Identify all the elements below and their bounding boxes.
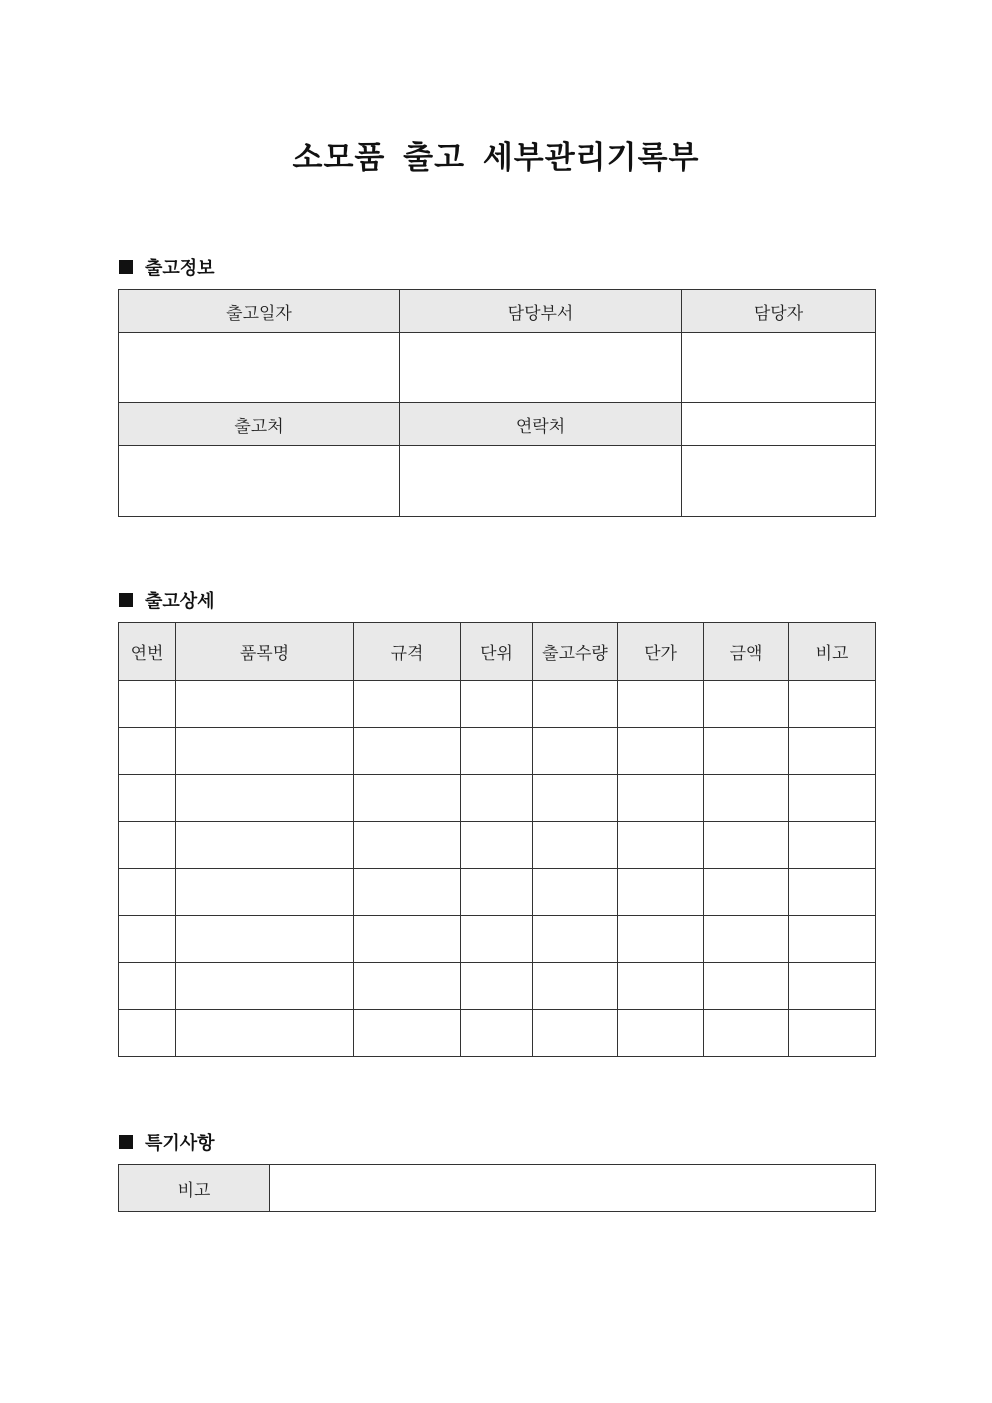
header-cell: 연번 xyxy=(119,623,176,681)
table-cell[interactable] xyxy=(704,822,789,869)
section-label: 출고정보 xyxy=(145,258,215,279)
destination-cell[interactable] xyxy=(119,446,400,517)
table-cell[interactable] xyxy=(354,1010,461,1057)
table-cell[interactable] xyxy=(533,822,618,869)
table-cell[interactable] xyxy=(533,963,618,1010)
table-cell[interactable] xyxy=(176,916,354,963)
table-cell[interactable] xyxy=(618,963,704,1010)
table-cell[interactable] xyxy=(704,869,789,916)
table-cell[interactable] xyxy=(704,916,789,963)
square-bullet-icon xyxy=(119,593,133,607)
table-row xyxy=(119,963,876,1010)
table-cell[interactable] xyxy=(533,1010,618,1057)
section-heading-notes xyxy=(119,1129,215,1155)
table-cell[interactable] xyxy=(354,916,461,963)
table-cell[interactable] xyxy=(119,869,176,916)
square-bullet-icon xyxy=(119,260,133,274)
page-title: 소모품 출고 세부관리기록부 xyxy=(292,140,700,176)
table-cell[interactable] xyxy=(789,728,876,775)
info-table xyxy=(118,289,876,517)
table-cell[interactable] xyxy=(789,963,876,1010)
table-row xyxy=(119,869,876,916)
header-cell: 단위 xyxy=(461,623,533,681)
table-cell[interactable] xyxy=(176,822,354,869)
detail-table xyxy=(118,622,876,1057)
table-cell[interactable] xyxy=(618,728,704,775)
header-cell: 연락처 xyxy=(400,403,682,446)
section-label: 특기사항 xyxy=(145,1133,215,1154)
section-label: 출고상세 xyxy=(145,591,215,612)
table-cell[interactable] xyxy=(461,822,533,869)
table-cell[interactable] xyxy=(119,963,176,1010)
table-cell[interactable] xyxy=(789,775,876,822)
table-cell[interactable] xyxy=(789,869,876,916)
manager-cell[interactable] xyxy=(682,333,876,403)
table-cell[interactable] xyxy=(119,916,176,963)
table-cell[interactable] xyxy=(704,775,789,822)
table-cell[interactable] xyxy=(461,916,533,963)
table-cell[interactable] xyxy=(704,681,789,728)
table-header-row xyxy=(119,403,876,446)
header-cell: 출고일자 xyxy=(119,290,400,333)
table-cell[interactable] xyxy=(354,869,461,916)
table-cell[interactable] xyxy=(618,681,704,728)
table-cell[interactable] xyxy=(704,1010,789,1057)
table-cell[interactable] xyxy=(618,869,704,916)
header-cell: 출고수량 xyxy=(533,623,618,681)
section-heading-info xyxy=(119,254,215,280)
table-row xyxy=(119,1165,876,1212)
table-row xyxy=(119,1010,876,1057)
table-cell[interactable] xyxy=(461,869,533,916)
table-cell[interactable] xyxy=(533,728,618,775)
table-cell[interactable] xyxy=(461,1010,533,1057)
table-cell[interactable] xyxy=(354,775,461,822)
table-cell[interactable] xyxy=(618,822,704,869)
table-cell[interactable] xyxy=(789,916,876,963)
empty-header-cell xyxy=(682,403,876,446)
table-cell[interactable] xyxy=(533,775,618,822)
table-cell[interactable] xyxy=(176,681,354,728)
table-cell[interactable] xyxy=(354,681,461,728)
table-cell[interactable] xyxy=(618,916,704,963)
header-cell: 담당부서 xyxy=(400,290,682,333)
header-cell: 단가 xyxy=(618,623,704,681)
ship-date-cell[interactable] xyxy=(119,333,400,403)
table-cell[interactable] xyxy=(176,963,354,1010)
table-cell[interactable] xyxy=(176,1010,354,1057)
table-cell[interactable] xyxy=(704,963,789,1010)
table-row xyxy=(119,681,876,728)
table-cell[interactable] xyxy=(618,775,704,822)
contact-cell[interactable] xyxy=(400,446,682,517)
table-cell[interactable] xyxy=(119,1010,176,1057)
table-cell[interactable] xyxy=(119,728,176,775)
table-cell[interactable] xyxy=(789,822,876,869)
header-cell: 품목명 xyxy=(176,623,354,681)
table-cell[interactable] xyxy=(789,681,876,728)
header-cell: 비고 xyxy=(789,623,876,681)
table-cell[interactable] xyxy=(119,681,176,728)
detail-table-body xyxy=(119,681,876,1057)
table-cell[interactable] xyxy=(533,869,618,916)
table-cell[interactable] xyxy=(176,869,354,916)
header-cell: 담당자 xyxy=(682,290,876,333)
table-cell[interactable] xyxy=(119,822,176,869)
table-row xyxy=(119,822,876,869)
department-cell[interactable] xyxy=(400,333,682,403)
table-row xyxy=(119,728,876,775)
table-cell[interactable] xyxy=(461,775,533,822)
table-cell[interactable] xyxy=(119,775,176,822)
table-cell[interactable] xyxy=(176,775,354,822)
remarks-field[interactable] xyxy=(270,1165,876,1212)
table-header-row xyxy=(119,623,876,681)
table-cell[interactable] xyxy=(354,822,461,869)
table-cell[interactable] xyxy=(354,963,461,1010)
table-cell[interactable] xyxy=(461,728,533,775)
table-header-row xyxy=(119,290,876,333)
table-cell[interactable] xyxy=(618,1010,704,1057)
table-cell[interactable] xyxy=(789,1010,876,1057)
table-row xyxy=(119,775,876,822)
remarks-label: 비고 xyxy=(119,1165,270,1212)
header-cell: 출고처 xyxy=(119,403,400,446)
table-cell[interactable] xyxy=(704,728,789,775)
notes-table xyxy=(118,1164,876,1212)
table-cell[interactable] xyxy=(461,963,533,1010)
table-cell[interactable] xyxy=(533,681,618,728)
header-cell: 규격 xyxy=(354,623,461,681)
table-cell[interactable] xyxy=(354,728,461,775)
table-row xyxy=(119,446,876,517)
table-cell[interactable] xyxy=(533,916,618,963)
square-bullet-icon xyxy=(119,1135,133,1149)
table-row xyxy=(119,333,876,403)
table-row xyxy=(119,916,876,963)
table-cell[interactable] xyxy=(176,728,354,775)
blank-cell[interactable] xyxy=(682,446,876,517)
header-cell: 금액 xyxy=(704,623,789,681)
section-heading-detail xyxy=(119,587,215,613)
table-cell[interactable] xyxy=(461,681,533,728)
